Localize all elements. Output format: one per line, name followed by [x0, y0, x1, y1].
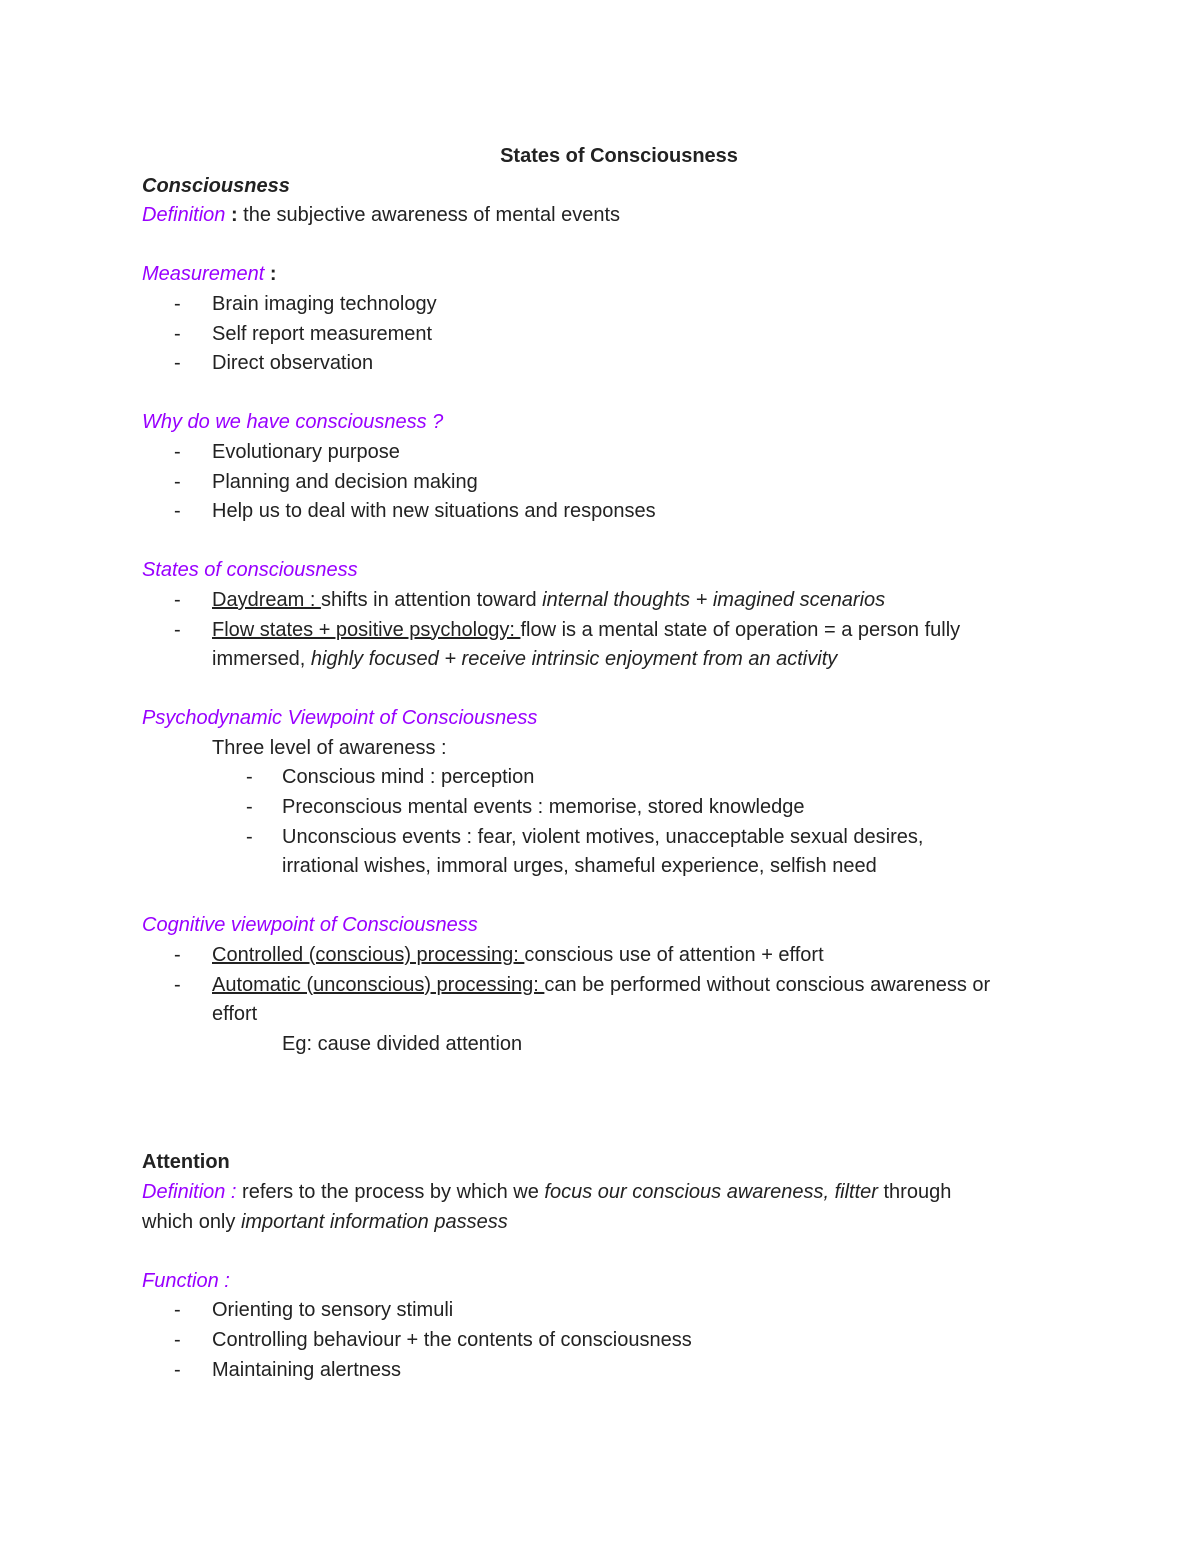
measurement-colon: : [264, 263, 277, 286]
list-item-text: Brain imaging technology [212, 292, 437, 315]
flow-continuation [142, 645, 1062, 675]
bullet-dash: - [246, 766, 253, 789]
definition-colon: : [225, 204, 238, 227]
list-item [142, 497, 1062, 527]
list-item-text: Unconscious events : fear, violent motives, unacceptable sexual desires, [282, 825, 924, 848]
bullet-dash: - [174, 500, 181, 523]
document-body [142, 142, 1062, 1385]
document-title: States of Consciousness [500, 145, 738, 167]
automatic-term: Automatic (unconscious) processing: [212, 973, 545, 996]
attention-definition [142, 1178, 1062, 1208]
cognitive-heading: Cognitive viewpoint of Consciousness [142, 914, 478, 937]
list-item-text: Planning and decision making [212, 470, 478, 493]
states-heading: States of consciousness [142, 559, 358, 582]
flow-cont-text: immersed, [212, 648, 311, 671]
list-item [142, 438, 1062, 468]
attention-def-emphasis: important information passess [240, 1210, 508, 1233]
bullet-dash: - [174, 352, 181, 375]
bullet-dash: - [246, 825, 253, 848]
list-item-text: Help us to deal with new situations and responses [212, 500, 656, 523]
flow-emphasis: highly focused + receive intrinsic enjoyment from an activity [310, 648, 838, 671]
list-item-text: Evolutionary purpose [212, 440, 400, 463]
bullet-dash: - [174, 588, 181, 611]
attention-def-text: refers to the process by which we [236, 1181, 545, 1203]
list-item [142, 763, 1062, 793]
bullet-dash: - [174, 618, 181, 641]
list-item [142, 290, 1062, 320]
list-item [142, 468, 1062, 498]
definition-label: Definition [142, 204, 226, 227]
attention-def-text: which only [142, 1210, 241, 1233]
bullet-dash: - [174, 973, 181, 996]
daydream-text: shifts in attention toward [320, 588, 543, 611]
list-item-text: Direct observation [212, 352, 374, 375]
definition-text: the subjective awareness of mental events [237, 204, 621, 227]
attention-def-text: through [877, 1181, 952, 1203]
why-heading: Why do we have consciousness ? [142, 411, 444, 434]
bullet-dash: - [174, 322, 181, 345]
list-item [142, 349, 1062, 379]
daydream-term: Daydream : [212, 588, 321, 611]
list-item-text: Controlling behaviour + the contents of consciousness [212, 1328, 692, 1351]
list-item-automatic [142, 971, 1062, 1001]
bullet-dash: - [174, 440, 181, 463]
bullet-dash: - [174, 1328, 181, 1351]
list-item [142, 1326, 1062, 1356]
controlled-term: Controlled (conscious) processing: [212, 944, 525, 967]
bullet-dash: - [174, 292, 181, 315]
automatic-continuation: effort [212, 1003, 258, 1026]
list-item [142, 1356, 1062, 1386]
section-heading-consciousness: Consciousness [142, 174, 290, 197]
controlled-text: conscious use of attention + effort [524, 944, 824, 967]
list-item [142, 1296, 1062, 1326]
bullet-dash: - [174, 1358, 181, 1381]
flow-term: Flow states + positive psychology: [212, 618, 521, 641]
list-item-text: Maintaining alertness [212, 1358, 401, 1381]
flow-text: flow is a mental state of operation = a person fully [520, 618, 961, 641]
function-heading: Function : [142, 1269, 230, 1292]
attention-definition-continuation [142, 1208, 1062, 1238]
list-item-text: Orienting to sensory stimuli [212, 1299, 454, 1322]
list-item-text: Self report measurement [212, 322, 433, 345]
automatic-text: can be performed without conscious awareness or [544, 973, 991, 996]
daydream-emphasis: internal thoughts + imagined scenarios [542, 588, 886, 611]
list-item [142, 823, 1062, 853]
psychodynamic-continuation: irrational wishes, immoral urges, shameful experience, selfish need [282, 855, 877, 878]
section-heading-attention: Attention [142, 1151, 230, 1174]
list-item [142, 793, 1062, 823]
list-item-controlled [142, 941, 1062, 971]
list-item [142, 320, 1062, 350]
consciousness-definition [142, 201, 1062, 231]
bullet-dash: - [174, 470, 181, 493]
bullet-dash: - [174, 1299, 181, 1322]
attention-definition-label: Definition : [142, 1181, 237, 1203]
cognitive-example: Eg: cause divided attention [282, 1032, 523, 1055]
attention-def-emphasis: focus our conscious awareness, filtter [544, 1181, 878, 1203]
psychodynamic-intro: Three level of awareness : [212, 736, 447, 759]
bullet-dash: - [246, 796, 253, 819]
measurement-heading [142, 260, 1062, 290]
bullet-dash: - [174, 944, 181, 967]
list-item-flow [142, 616, 1062, 646]
list-item-text: Preconscious mental events : memorise, stored knowledge [282, 796, 805, 819]
psychodynamic-heading: Psychodynamic Viewpoint of Consciousness [142, 707, 538, 730]
list-item-daydream [142, 586, 1062, 616]
list-item-text: Conscious mind : perception [282, 766, 535, 789]
measurement-label: Measurement [142, 263, 265, 286]
